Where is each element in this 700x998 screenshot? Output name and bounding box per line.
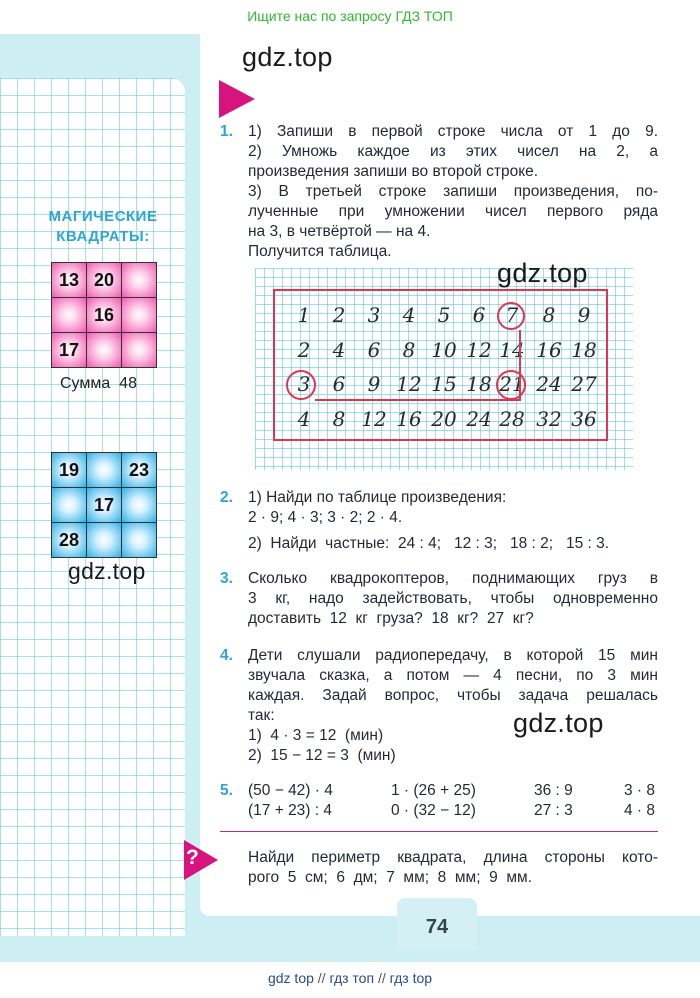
sum-label: Сумма 48: [60, 375, 137, 392]
task-number: 5.: [220, 782, 233, 799]
table-cell: 20: [431, 407, 457, 431]
table-cell: 1: [297, 303, 311, 327]
expression: (17 + 23) : 4: [248, 802, 333, 819]
table-cell: 18: [466, 372, 492, 396]
table-cell: 36: [571, 407, 597, 431]
table-cell: 4: [297, 407, 311, 431]
task-1-text: 1) Запиши в первой строке числа от 1 до 9. 2) Умножь каждое из этих чисел на 2, а произведения запиши во второй строке. 3) В третьей строке запиши произведения, по- лученные при умножении чисел первого ряда на 3, в четвёртой — на 4. Получится таблица.: [248, 123, 658, 260]
magic-cell: 16: [87, 298, 121, 332]
question-mark-icon: ?: [186, 846, 199, 869]
footer-link[interactable]: гдз top: [389, 970, 433, 986]
watermark: gdz.top: [497, 258, 588, 288]
footer-separator: //: [377, 970, 386, 986]
table-cell: 24: [466, 407, 492, 431]
expression: (50 − 42) · 4: [248, 782, 333, 799]
section-marker-icon: [219, 80, 255, 118]
table-cell: 10: [431, 338, 457, 362]
watermark: gdz.top: [513, 708, 604, 738]
table-cell: 3: [297, 372, 311, 396]
table-cell: 27: [571, 372, 597, 396]
table-cell: 4: [402, 303, 416, 327]
expression: 4 · 8: [624, 802, 656, 819]
table-cell: 8: [332, 407, 346, 431]
task-number: 4.: [220, 647, 233, 664]
watermark: gdz.top: [242, 42, 333, 72]
magic-cell: 23: [122, 453, 156, 487]
magic-cell: 17: [52, 333, 86, 367]
table-cell: 7: [505, 303, 519, 327]
magic-cell: 28: [52, 523, 86, 557]
divider: [220, 831, 658, 832]
table-cell: 8: [402, 338, 416, 362]
top-banner: Ищите нас по запросу ГДЗ ТОП: [247, 8, 453, 24]
expression: 27 : 3: [534, 802, 573, 819]
expression: 3 · 8: [624, 782, 656, 799]
magic-square-pink: [51, 262, 157, 368]
task-number: 3.: [220, 570, 233, 587]
table-cell: 15: [431, 372, 457, 396]
magic-cell: [87, 333, 121, 367]
footer-separator: //: [317, 970, 326, 986]
table-cell: 9: [577, 303, 591, 327]
magic-cell: [122, 333, 156, 367]
table-cell: 21: [499, 372, 525, 396]
table-cell: 8: [542, 303, 556, 327]
magic-cell: [87, 523, 121, 557]
table-cell: 16: [536, 338, 562, 362]
magic-cell: [52, 298, 86, 332]
table-cell: 2: [332, 303, 346, 327]
magic-cell: 20: [87, 263, 121, 297]
table-cell: 6: [472, 303, 486, 327]
expression: 36 : 9: [534, 782, 573, 799]
magic-cell: 17: [87, 488, 121, 522]
magic-cell: [52, 488, 86, 522]
table-cell: 24: [536, 372, 562, 396]
table-cell: 12: [466, 338, 492, 362]
magic-cell: 13: [52, 263, 86, 297]
table-cell: 32: [536, 407, 562, 431]
task-number: 2.: [220, 489, 233, 506]
magic-cell: 19: [52, 453, 86, 487]
watermark: gdz.top: [68, 558, 146, 584]
footer-links: [0, 970, 700, 986]
table-cell: 18: [571, 338, 597, 362]
magic-cell: [122, 298, 156, 332]
table-cell: 6: [332, 372, 346, 396]
table-cell: 14: [499, 338, 525, 362]
table-cell: 5: [437, 303, 451, 327]
table-cell: 16: [396, 407, 422, 431]
task-number: 1.: [220, 123, 233, 140]
footer-link[interactable]: gdz top: [267, 970, 314, 986]
expression: 1 · (26 + 25): [391, 782, 476, 799]
magic-cell: [122, 263, 156, 297]
footer-link[interactable]: гдз топ: [329, 970, 375, 986]
table-cell: 6: [367, 338, 381, 362]
table-cell: 3: [367, 303, 381, 327]
table-cell: 2: [297, 338, 311, 362]
table-cell: 12: [396, 372, 422, 396]
table-cell: 28: [499, 407, 525, 431]
expression: 0 · (32 − 12): [391, 802, 476, 819]
table-cell: 4: [332, 338, 346, 362]
magic-cell: [122, 488, 156, 522]
table-cell: 9: [367, 372, 381, 396]
magic-cell: [87, 453, 121, 487]
page-number: 74: [397, 898, 477, 950]
magic-cell: [122, 523, 156, 557]
magic-squares-title: МАГИЧЕСКИЕ КВАДРАТЫ:: [48, 208, 158, 245]
magic-square-blue: [51, 452, 157, 558]
table-cell: 12: [361, 407, 387, 431]
